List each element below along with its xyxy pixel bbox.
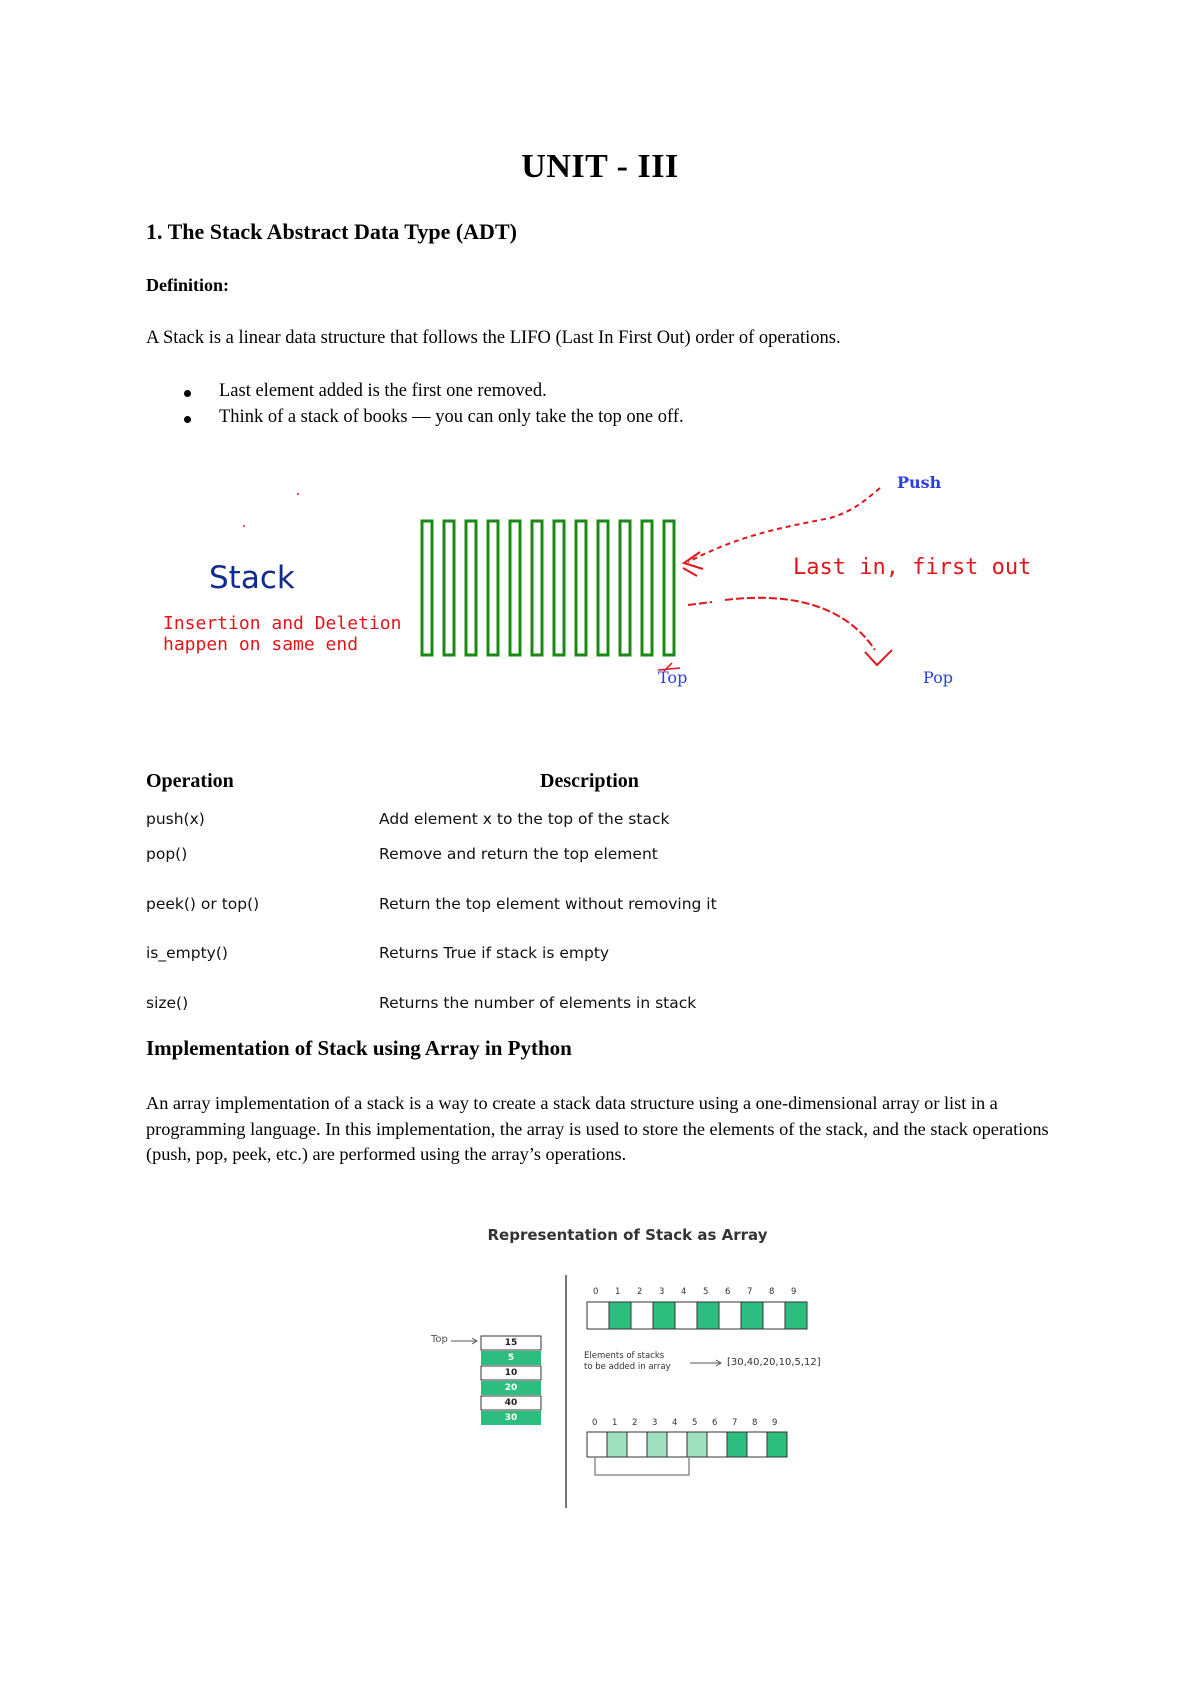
index-label: 9: [772, 1418, 778, 1428]
array-cell: [727, 1432, 747, 1457]
table-header-operation: Operation: [146, 770, 234, 792]
section-heading: 1. The Stack Abstract Data Type (ADT): [146, 219, 517, 244]
array-cell: [647, 1432, 667, 1457]
array-cell: [785, 1302, 807, 1329]
array-diagram-title: Representation of Stack as Array: [487, 1226, 768, 1244]
array-cell: [587, 1302, 609, 1329]
lifo-label: Last in, first out: [793, 555, 1032, 580]
index-label: 2: [637, 1287, 643, 1297]
push-label: Push: [897, 473, 942, 492]
stack-value: 40: [504, 1398, 518, 1408]
index-label: 8: [769, 1287, 775, 1297]
index-label: 2: [632, 1418, 638, 1428]
table-cell-op: size(): [146, 994, 189, 1012]
stack-value: 15: [504, 1338, 518, 1348]
index-label: 0: [593, 1287, 599, 1297]
index-label: 6: [712, 1418, 718, 1428]
pop-label: Pop: [923, 668, 953, 687]
implementation-paragraph: An array implementation of a stack is a way to create a stack data structure using a one-dimensional array or list in a programming language. In this implementation, the array is used to store the elements of the stack, and the stack operations (push, pop, peek, etc.) are performed using the array’s operations.: [146, 1093, 1049, 1164]
array-cell: [609, 1302, 631, 1329]
array-cell: [707, 1432, 727, 1457]
definition-text: A Stack is a linear data structure that follows the LIFO (Last In First Out) order of operations.: [146, 328, 841, 348]
elements-line-2: to be added in array: [584, 1362, 671, 1372]
index-label: 0: [592, 1418, 598, 1428]
index-label: 4: [672, 1418, 678, 1428]
elements-line-1: Elements of stacks: [584, 1351, 665, 1361]
table-cell-desc: Returns the number of elements in stack: [379, 994, 697, 1012]
array-cell: [687, 1432, 707, 1457]
table-header-description: Description: [540, 770, 639, 792]
index-label: 5: [692, 1418, 698, 1428]
array-row-2: [587, 1432, 787, 1457]
implementation-heading: Implementation of Stack using Array in Python: [146, 1036, 572, 1060]
index-label: 4: [681, 1287, 687, 1297]
array-cell: [667, 1432, 687, 1457]
array-cell: [631, 1302, 653, 1329]
index-label: 1: [612, 1418, 618, 1428]
array-cell: [587, 1432, 607, 1457]
bullet-text: Last element added is the first one removed.: [219, 381, 547, 401]
index-label: 7: [747, 1287, 753, 1297]
stack-top-label: Top: [431, 1334, 448, 1345]
array-cell: [675, 1302, 697, 1329]
table-cell-op: pop(): [146, 845, 188, 863]
table-cell-op: peek() or top(): [146, 895, 260, 913]
table-cell-desc: Add element x to the top of the stack: [379, 810, 670, 828]
table-cell-desc: Remove and return the top element: [379, 845, 658, 863]
index-label: 1: [615, 1287, 621, 1297]
array-row-1: [587, 1302, 807, 1329]
table-cell-op: push(x): [146, 810, 205, 828]
stack-value: 10: [504, 1368, 518, 1378]
stack-value: 5: [507, 1353, 515, 1363]
top-label: Top: [658, 668, 688, 687]
array-cell: [763, 1302, 785, 1329]
index-label: 5: [703, 1287, 709, 1297]
stack-label: Stack: [209, 560, 295, 596]
stack-value: 20: [504, 1383, 518, 1393]
array-cell: [653, 1302, 675, 1329]
index-label: 3: [659, 1287, 665, 1297]
page-title: UNIT - III: [521, 148, 679, 185]
stack-value: 30: [504, 1413, 518, 1423]
bracket: [595, 1458, 689, 1475]
insertion-line-2: happen on same end: [163, 634, 359, 655]
index-label: 8: [752, 1418, 758, 1428]
table-cell-desc: Return the top element without removing it: [379, 895, 717, 913]
index-label: 9: [791, 1287, 797, 1297]
array-cell: [741, 1302, 763, 1329]
table-cell-desc: Returns True if stack is empty: [379, 944, 610, 962]
array-cell: [719, 1302, 741, 1329]
array-cell: [697, 1302, 719, 1329]
array-cell: [627, 1432, 647, 1457]
bullet-text: Think of a stack of books — you can only take the top one off.: [219, 407, 684, 427]
array-cell: [607, 1432, 627, 1457]
definition-label: Definition:: [146, 275, 229, 295]
index-label: 7: [732, 1418, 738, 1428]
array-literal: [30,40,20,10,5,12]: [727, 1357, 821, 1368]
array-cell: [767, 1432, 787, 1457]
table-cell-op: is_empty(): [146, 944, 228, 962]
elements-note: [584, 1351, 671, 1373]
insertion-line-1: Insertion and Deletion: [163, 613, 402, 634]
array-cell: [747, 1432, 767, 1457]
index-label: 6: [725, 1287, 731, 1297]
index-label: 3: [652, 1418, 658, 1428]
